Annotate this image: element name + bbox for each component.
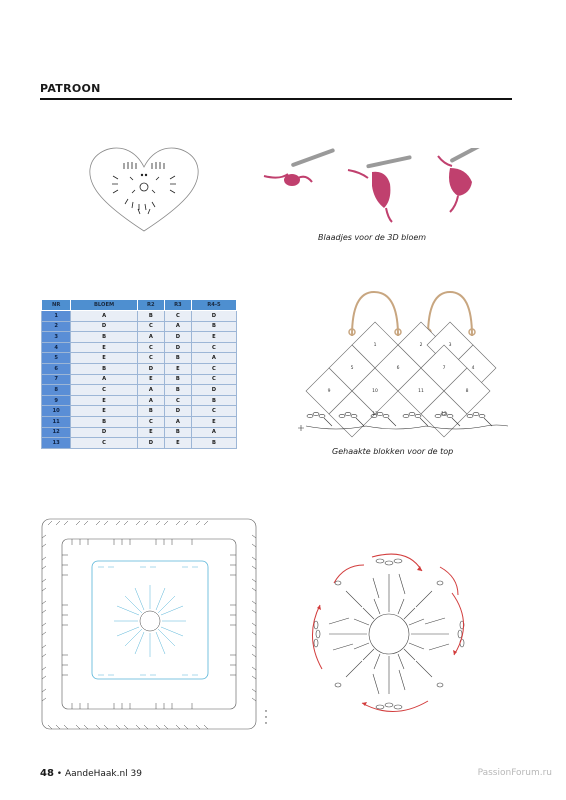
table-row	[42, 395, 237, 406]
table-cell: E	[71, 406, 138, 417]
table-cell: 7	[42, 374, 71, 385]
table-cell: B	[137, 311, 164, 322]
block-number: 2	[419, 343, 423, 348]
table-cell: C	[191, 363, 236, 374]
table-row	[42, 321, 237, 332]
table-cell: 8	[42, 385, 71, 396]
table-cell: C	[137, 353, 164, 364]
column-header: R3	[164, 300, 191, 311]
block-number: 8	[465, 389, 469, 394]
table-cell: 12	[42, 427, 71, 438]
table-cell: 6	[42, 363, 71, 374]
footer-bullet: •	[56, 769, 63, 779]
table-row	[42, 311, 237, 322]
table-cell: B	[164, 385, 191, 396]
table-cell: B	[191, 395, 236, 406]
table-cell: 9	[42, 395, 71, 406]
table-cell: B	[164, 427, 191, 438]
block-number: 7	[442, 366, 446, 371]
table-cell: E	[164, 363, 191, 374]
block-number: 9	[327, 389, 331, 394]
table-cell: 4	[42, 342, 71, 353]
table-cell: D	[137, 438, 164, 449]
block-number: 1	[373, 343, 377, 348]
flower-leaves-caption: Blaadjes voor de 3D bloem	[318, 233, 427, 242]
block-number: 13	[372, 412, 378, 417]
table-cell: 1	[42, 311, 71, 322]
column-header: BLOEM	[71, 300, 138, 311]
table-cell: 5	[42, 353, 71, 364]
block-number: 12	[441, 412, 447, 417]
top-blocks-caption: Gehaakte blokken voor de top	[332, 447, 454, 456]
table-cell: E	[137, 427, 164, 438]
table-row	[42, 427, 237, 438]
page-number: 48	[40, 768, 54, 779]
table-cell: 11	[42, 416, 71, 427]
table-cell: C	[137, 321, 164, 332]
table-cell: A	[71, 374, 138, 385]
table-cell: E	[71, 342, 138, 353]
table-row	[42, 406, 237, 417]
table-cell: E	[137, 374, 164, 385]
heart-diagram	[84, 145, 204, 235]
flower-leaves-illustration	[262, 148, 492, 228]
table-cell: B	[164, 353, 191, 364]
table-row	[42, 332, 237, 343]
table-cell: E	[164, 438, 191, 449]
table-cell: C	[71, 438, 138, 449]
block-number: 11	[418, 389, 424, 394]
table-row	[42, 353, 237, 364]
table-cell: 13	[42, 438, 71, 449]
table-cell: C	[137, 342, 164, 353]
table-cell: C	[191, 342, 236, 353]
table-cell: A	[137, 395, 164, 406]
table-cell: B	[191, 321, 236, 332]
table-cell: E	[191, 332, 236, 343]
block-number: 3	[448, 343, 452, 348]
table-cell: A	[137, 385, 164, 396]
table-header-row	[42, 300, 237, 311]
page-footer	[40, 768, 142, 779]
table-cell: A	[71, 311, 138, 322]
column-header: R4-5	[191, 300, 236, 311]
table-cell: D	[191, 311, 236, 322]
table-cell: A	[191, 427, 236, 438]
table-cell: E	[71, 395, 138, 406]
table-cell: A	[164, 321, 191, 332]
table-cell: C	[191, 374, 236, 385]
table-cell: D	[71, 321, 138, 332]
table-cell: E	[71, 353, 138, 364]
table-cell: C	[191, 406, 236, 417]
table-row	[42, 363, 237, 374]
table-row	[42, 374, 237, 385]
table-cell: D	[164, 332, 191, 343]
chain-stitch-row	[296, 406, 512, 436]
table-row	[42, 385, 237, 396]
square-chart	[38, 515, 270, 737]
table-cell: C	[164, 311, 191, 322]
table-cell: C	[137, 416, 164, 427]
column-header: NR	[42, 300, 71, 311]
table-cell: D	[71, 427, 138, 438]
footer-text: AandeHaak.nl 39	[64, 769, 142, 779]
table-cell: E	[191, 416, 236, 427]
table-cell: A	[164, 416, 191, 427]
block-number: 4	[471, 366, 475, 371]
table-cell: B	[137, 406, 164, 417]
table-cell: B	[71, 363, 138, 374]
table-cell: D	[137, 363, 164, 374]
table-cell: 2	[42, 321, 71, 332]
header-divider	[40, 98, 512, 100]
table-cell: C	[164, 395, 191, 406]
table-row	[42, 416, 237, 427]
block-number: 10	[372, 389, 378, 394]
table-cell: C	[71, 385, 138, 396]
table-cell: 3	[42, 332, 71, 343]
table-cell: 10	[42, 406, 71, 417]
color-table	[41, 299, 237, 449]
watermark: PassionForum.ru	[477, 768, 552, 778]
table-cell: D	[191, 385, 236, 396]
table-cell: B	[191, 438, 236, 449]
table-cell: B	[71, 416, 138, 427]
table-cell: B	[164, 374, 191, 385]
table-cell: A	[137, 332, 164, 343]
table-cell: D	[164, 342, 191, 353]
page-title: PATROON	[40, 82, 101, 95]
column-header: R2	[137, 300, 164, 311]
block-number: 6	[396, 366, 400, 371]
table-cell: A	[191, 353, 236, 364]
table-cell: D	[164, 406, 191, 417]
block-number: 5	[350, 366, 354, 371]
table-cell: B	[71, 332, 138, 343]
table-row	[42, 438, 237, 449]
flower-chart	[298, 543, 480, 725]
table-row	[42, 342, 237, 353]
